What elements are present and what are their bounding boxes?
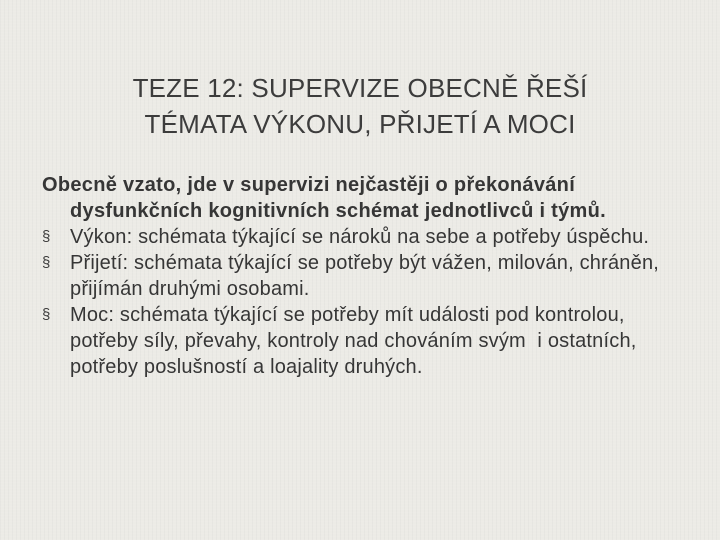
- title-line-1: TEZE 12: SUPERVIZE OBECNĚ ŘEŠÍ: [132, 73, 588, 103]
- section-bullet-icon: §: [42, 228, 51, 245]
- intro-paragraph: Obecně vzato, jde v supervizi nejčastěji o překonávání dysfunkčních kognitivních schémat jednotlivců i týmů.: [42, 174, 606, 222]
- bullet-item-vykon: [42, 224, 692, 250]
- section-bullet-icon: §: [42, 254, 51, 271]
- title-line-2: TÉMATA VÝKONU, PŘIJETÍ A MOCI: [144, 109, 576, 139]
- section-bullet-icon: §: [42, 306, 51, 323]
- bullet-text: Výkon: schémata týkající se nároků na sebe a potřeby úspěchu.: [70, 226, 650, 248]
- bullet-item-prijeti: [42, 250, 692, 302]
- bullet-item-moc: [42, 302, 692, 380]
- slide-title: [40, 70, 680, 142]
- slide-body: [42, 172, 692, 380]
- bullet-list: [42, 224, 692, 380]
- bullet-text: Přijetí: schémata týkající se potřeby být vážen, milován, chráněn, přijímán druhými osobami.: [70, 252, 660, 300]
- bullet-text: Moc: schémata týkající se potřeby mít události pod kontrolou, potřeby síly, převahy, kontroly nad chováním svým i ostatních, potřeby poslušností a loajality druhých.: [70, 304, 643, 378]
